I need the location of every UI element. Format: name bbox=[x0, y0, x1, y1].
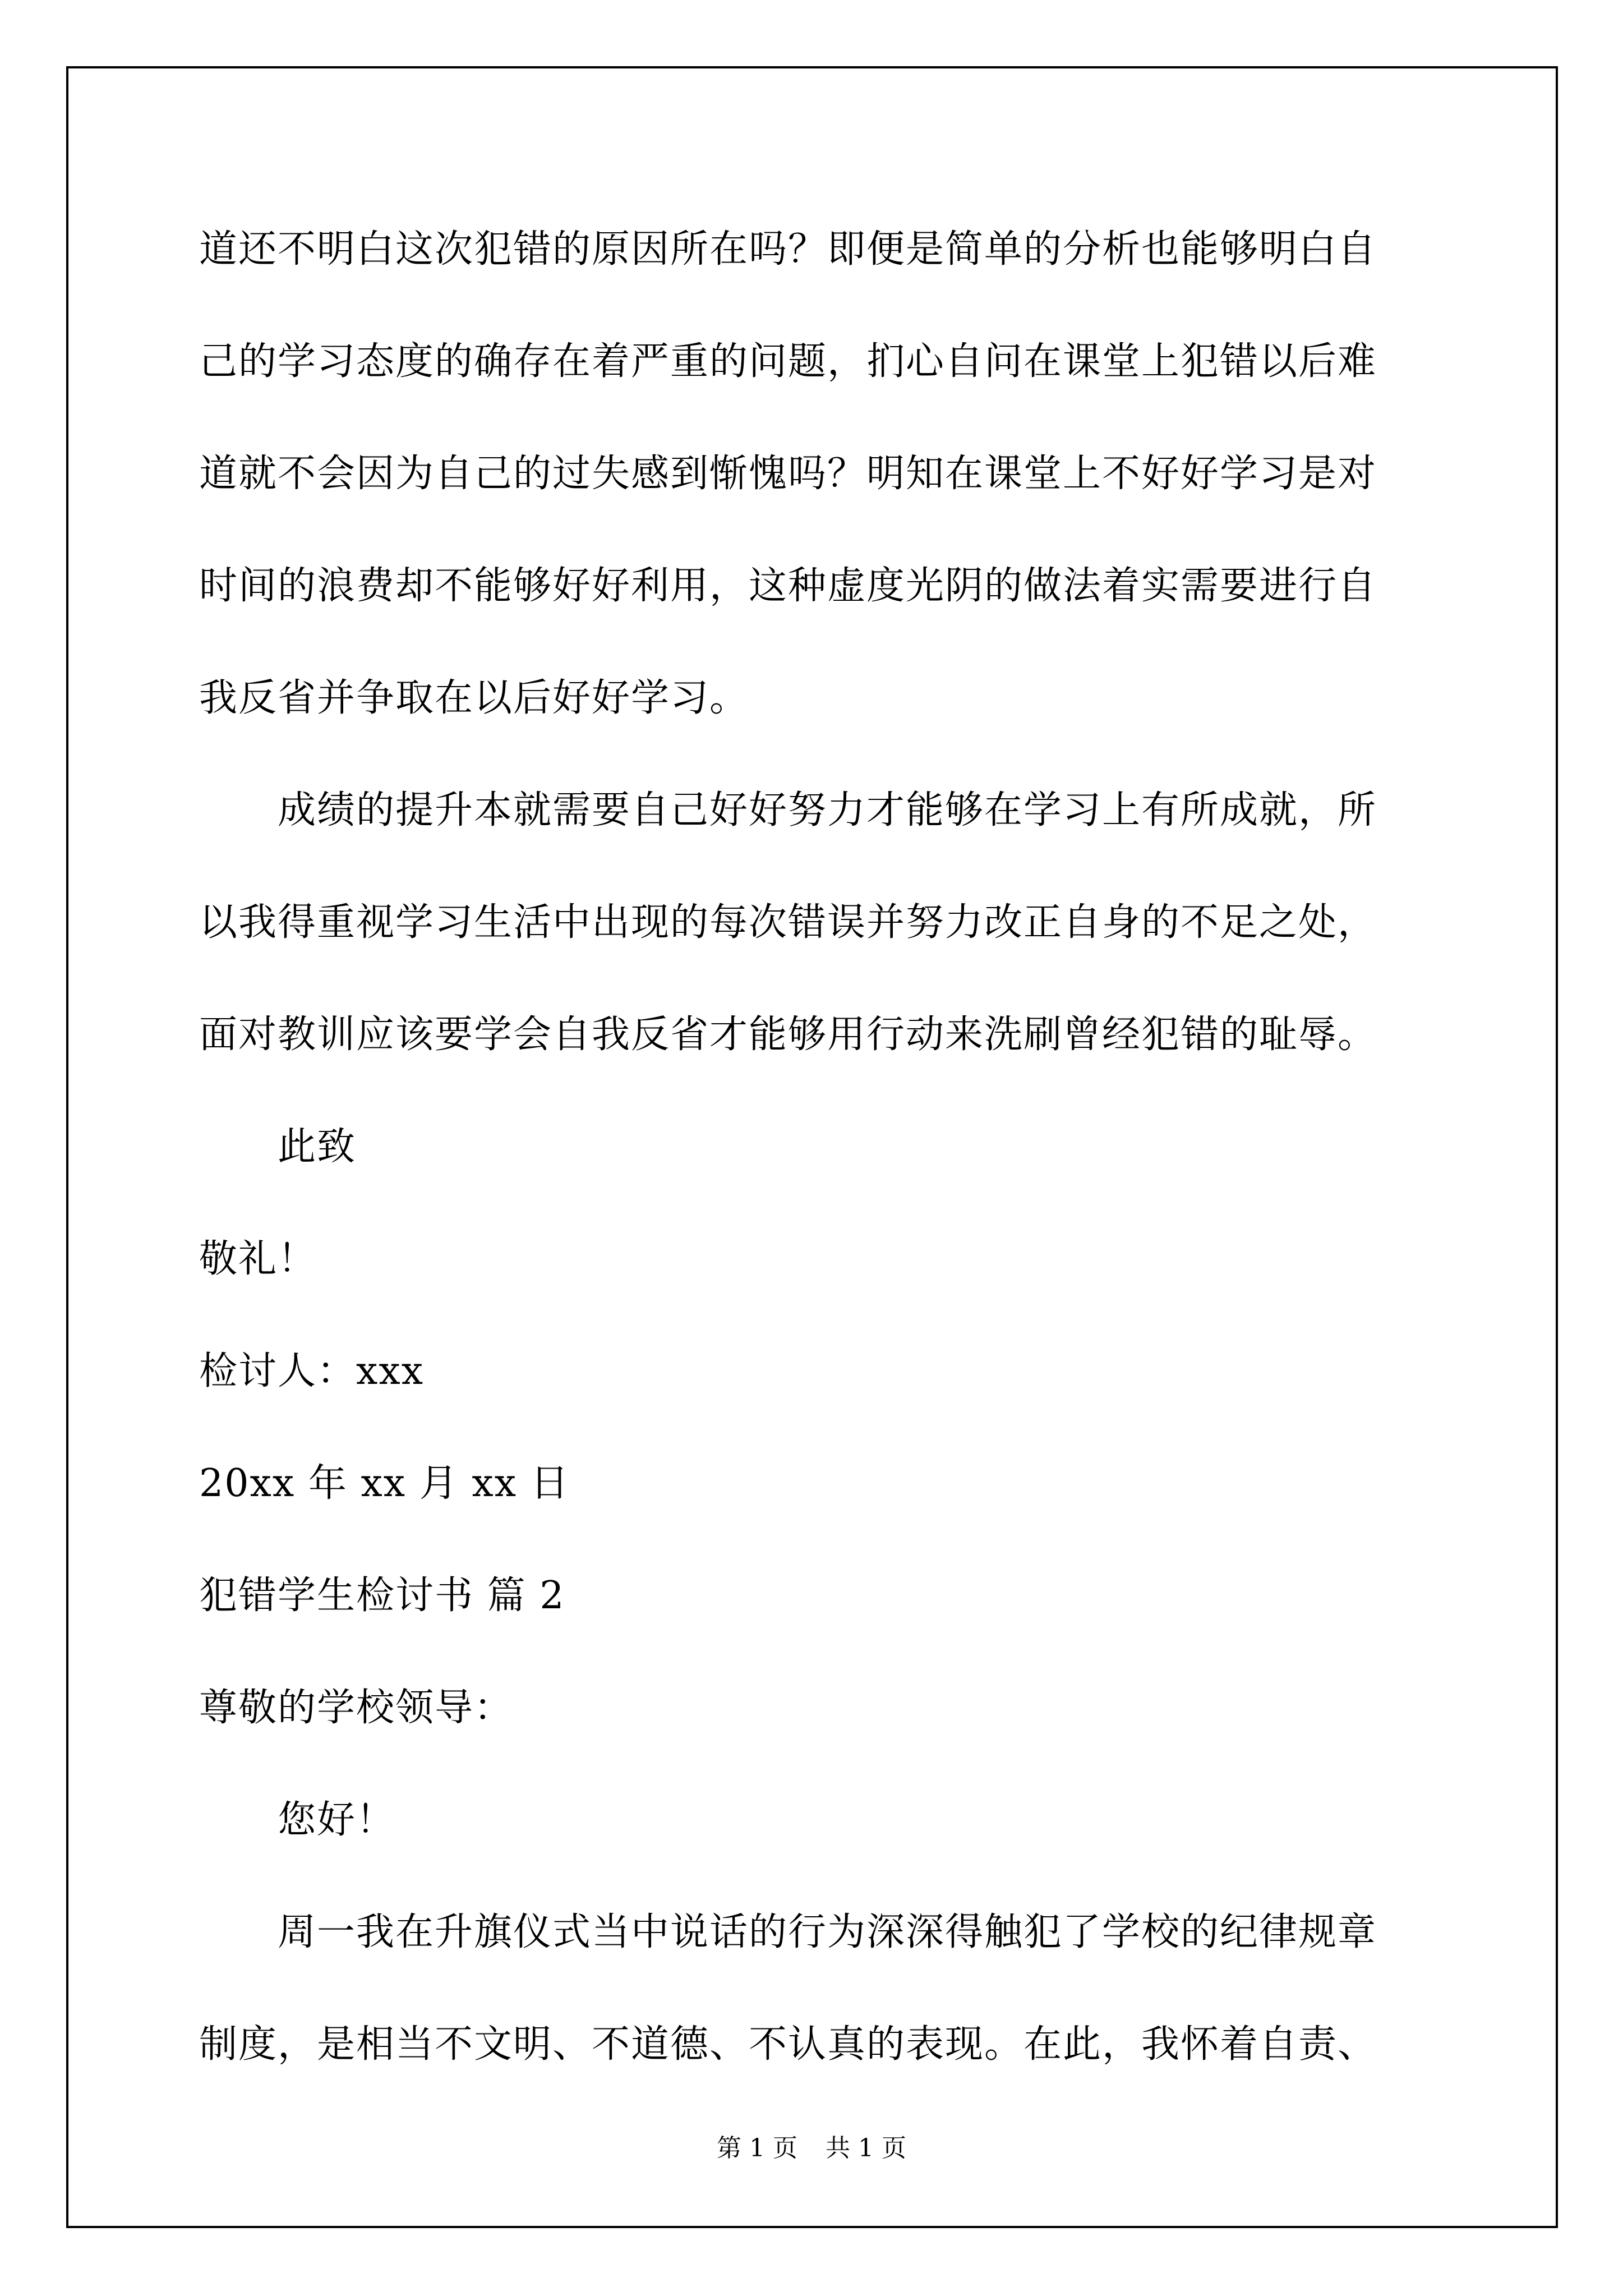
body-line: 面对教训应该要学会自我反省才能够用行动来洗刷曾经犯错的耻辱。 bbox=[199, 1013, 1377, 1057]
page-total: 共 1 页 bbox=[826, 2134, 906, 2162]
page-footer bbox=[0, 2132, 1623, 2165]
closing-regards: 敬礼！ bbox=[199, 1237, 317, 1281]
body-line: 制度，是相当不文明、不道德、不认真的表现。在此，我怀着自责、 bbox=[199, 2022, 1377, 2067]
section-title: 犯错学生检讨书 篇 2 bbox=[199, 1573, 565, 1618]
signature-date: 20xx 年 xx 月 xx 日 bbox=[199, 1461, 570, 1506]
closing-salutation: 此致 bbox=[278, 1125, 357, 1169]
body-line: 己的学习态度的确存在着严重的问题，扪心自问在课堂上犯错以后难 bbox=[199, 339, 1377, 384]
body-line: 周一我在升旗仪式当中说话的行为深深得触犯了学校的纪律规章 bbox=[278, 1910, 1377, 1954]
letter-greeting: 您好！ bbox=[278, 1798, 396, 1842]
body-line: 以我得重视学习生活中出现的每次错误并努力改正自身的不足之处， bbox=[199, 900, 1377, 945]
body-line: 道还不明白这次犯错的原因所在吗？即便是简单的分析也能够明白自 bbox=[199, 227, 1377, 272]
page-number: 第 1 页 bbox=[717, 2134, 797, 2162]
body-line: 时间的浪费却不能够好好利用，这种虚度光阴的做法着实需要进行自 bbox=[199, 564, 1377, 608]
letter-recipient: 尊敬的学校领导： bbox=[199, 1686, 514, 1730]
body-line: 道就不会因为自己的过失感到惭愧吗？明知在课堂上不好好学习是对 bbox=[199, 452, 1377, 496]
signature-author: 检讨人：xxx bbox=[199, 1349, 425, 1393]
document-body bbox=[199, 194, 1433, 2101]
body-line: 成绩的提升本就需要自己好好努力才能够在学习上有所成就，所 bbox=[278, 788, 1377, 832]
body-line: 我反省并争取在以后好好学习。 bbox=[199, 676, 749, 720]
